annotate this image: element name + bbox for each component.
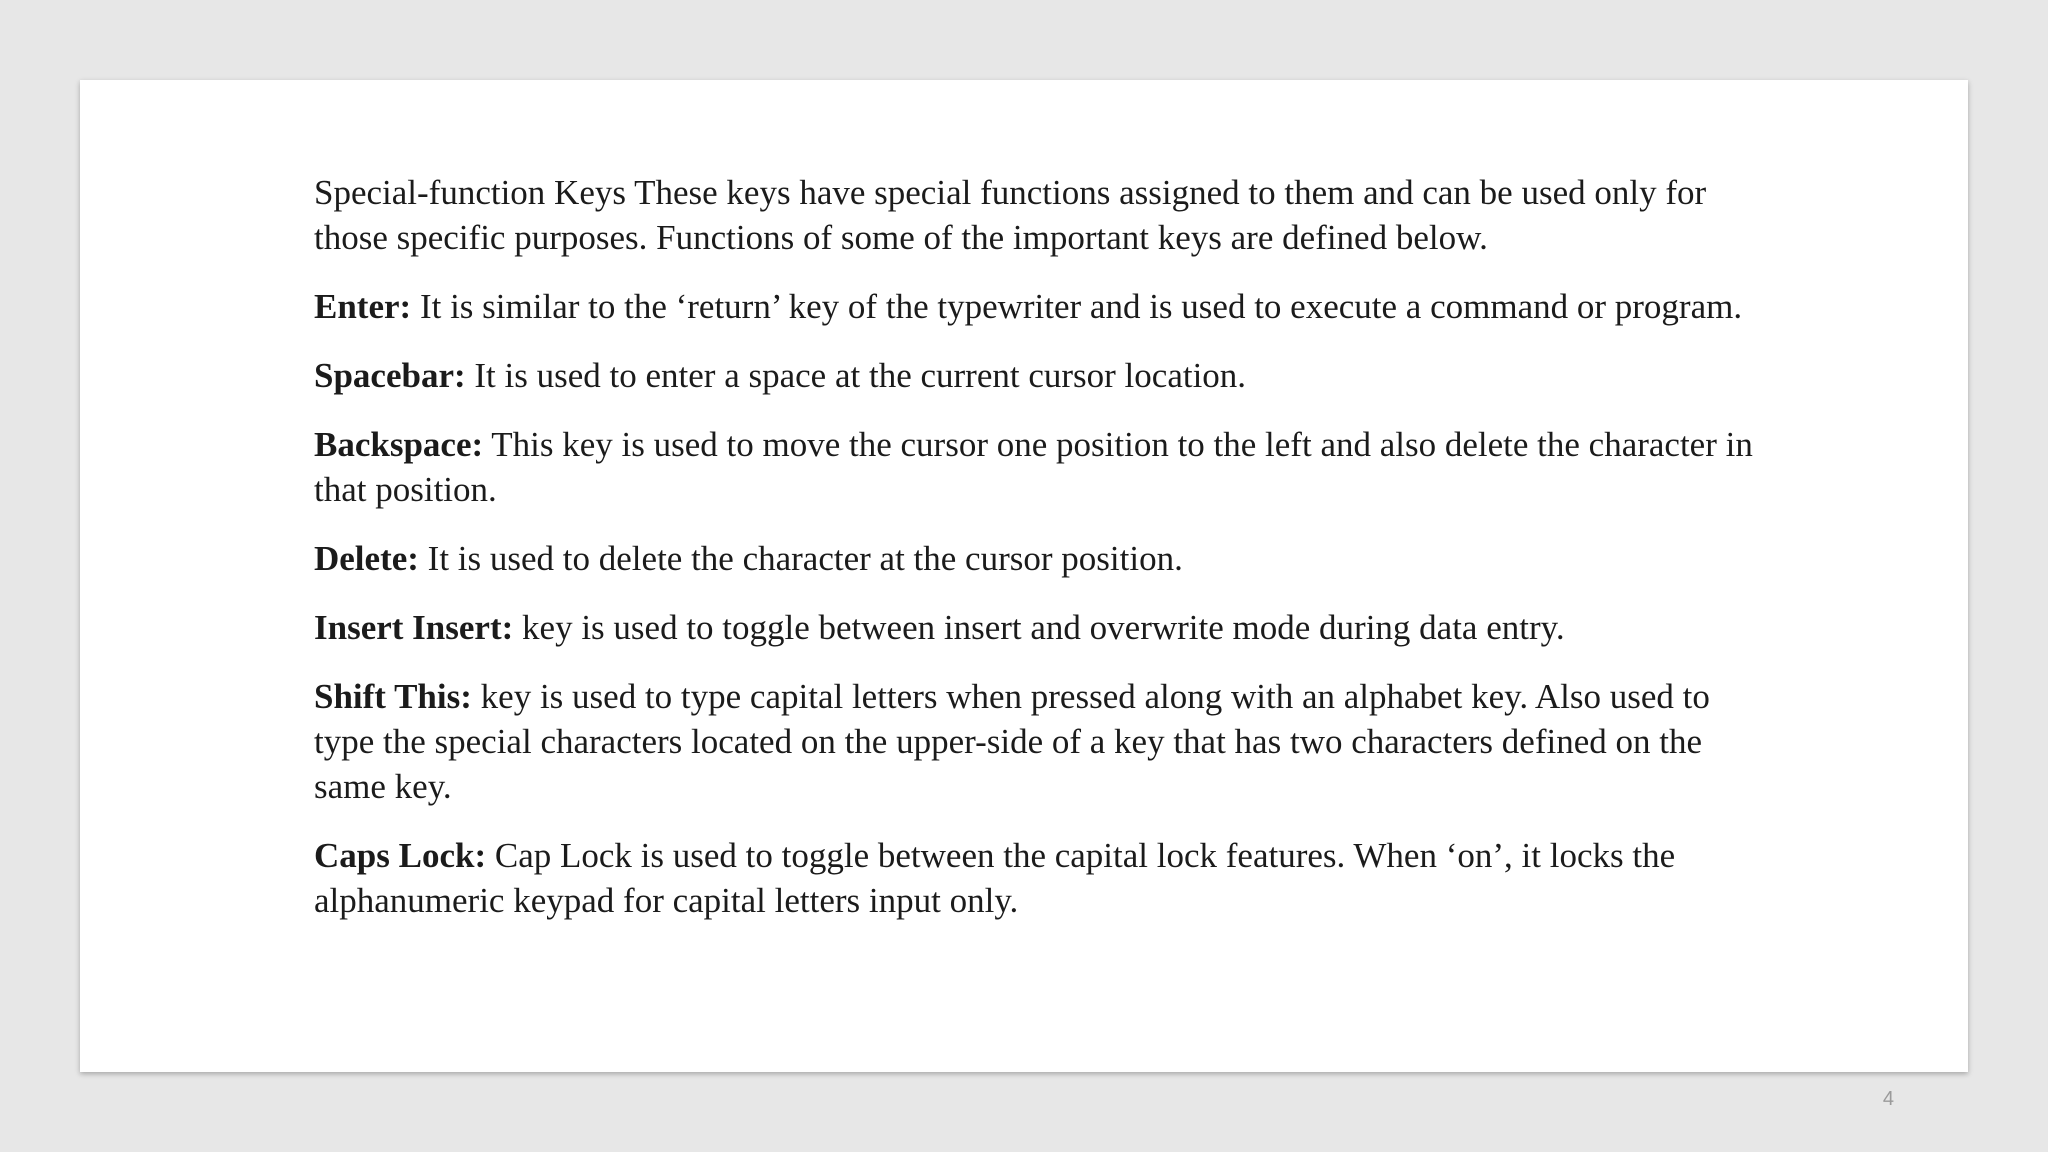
key-term: Shift This: <box>314 677 472 716</box>
key-description: This key is used to move the cursor one position to the left and also delete the character in that position. <box>314 425 1753 509</box>
key-term: Caps Lock: <box>314 836 487 875</box>
page-number: 4 <box>1882 1088 1894 1110</box>
key-term: Delete: <box>314 539 419 578</box>
key-description: key is used to type capital letters when pressed along with an alphabet key. Also used to type the special characters located on the upper-side of a key that has two characters defined on the same key. <box>314 677 1710 806</box>
key-description: key is used to toggle between insert and overwrite mode during data entry. <box>513 608 1565 647</box>
key-description: It is used to delete the character at the cursor position. <box>418 539 1183 578</box>
key-definition-spacebar <box>314 353 1774 398</box>
key-definition-backspace <box>314 422 1774 512</box>
slide-content <box>314 170 1774 947</box>
slide <box>80 80 1968 1072</box>
key-definition-caps-lock <box>314 833 1774 923</box>
key-definition-enter <box>314 284 1774 329</box>
key-definition-delete <box>314 536 1774 581</box>
key-definition-insert <box>314 605 1774 650</box>
key-description: It is similar to the ‘return’ key of the typewriter and is used to execute a command or program. <box>411 287 1743 326</box>
intro-paragraph: Special-function Keys These keys have special functions assigned to them and can be used only for those specific purposes. Functions of some of the important keys are defined below. <box>314 173 1707 257</box>
key-description: It is used to enter a space at the current cursor location. <box>465 356 1247 395</box>
key-definition-shift <box>314 674 1774 809</box>
key-term: Insert Insert: <box>314 608 514 647</box>
key-description: Cap Lock is used to toggle between the capital lock features. When ‘on’, it locks the alphanumeric keypad for capital letters input only. <box>314 836 1676 920</box>
key-term: Enter: <box>314 287 412 326</box>
key-term: Backspace: <box>314 425 484 464</box>
key-term: Spacebar: <box>314 356 466 395</box>
